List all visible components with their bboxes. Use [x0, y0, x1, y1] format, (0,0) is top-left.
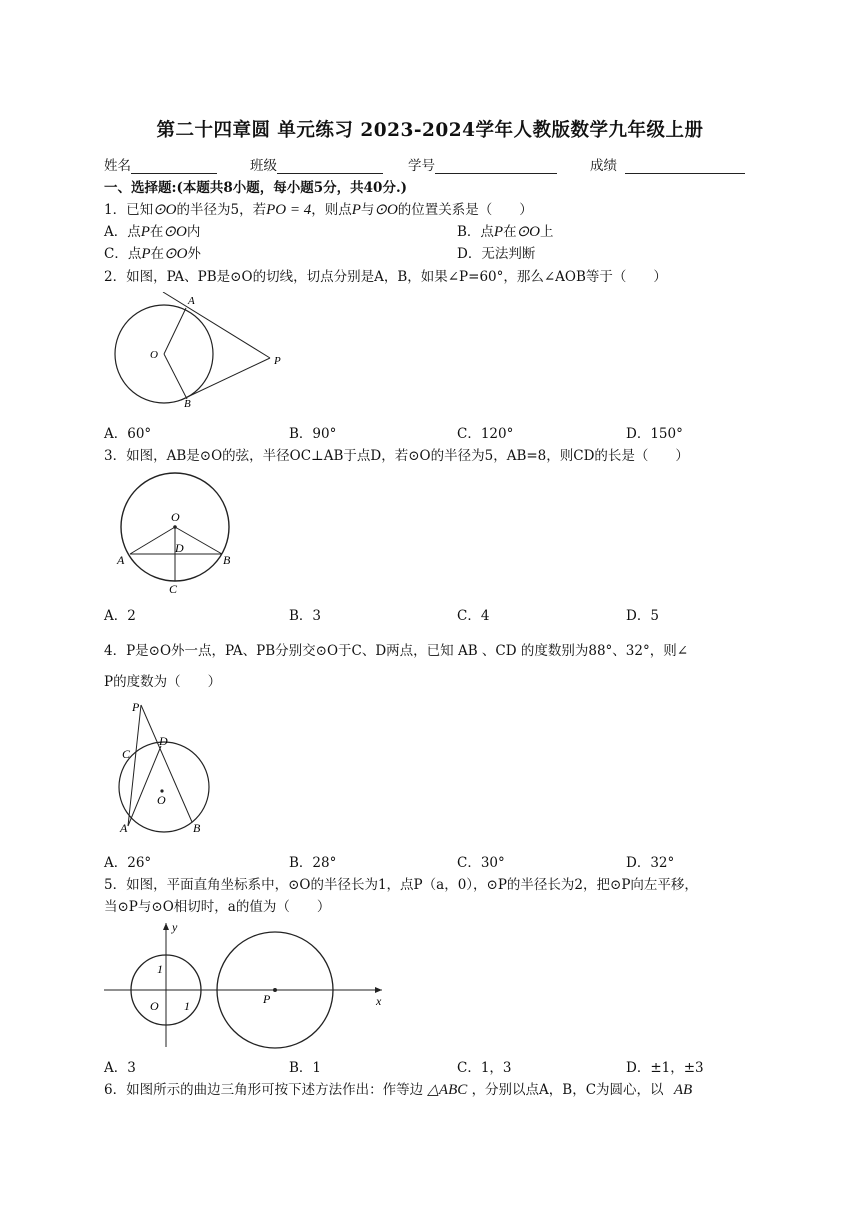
q6-stem — [104, 1078, 692, 1099]
q3-option-b[interactable]: B．3 — [289, 608, 322, 624]
q1-option-b[interactable] — [457, 220, 554, 241]
name-field[interactable] — [104, 154, 217, 174]
q2-option-b[interactable]: B．90° — [289, 426, 337, 442]
q4-option-b[interactable]: B．28° — [289, 855, 337, 871]
q1-o-sym: ⊙O — [163, 224, 187, 240]
opt-text: 上 — [540, 224, 554, 240]
q5-label-p: P — [263, 992, 271, 1006]
class-label: 班级 — [250, 158, 277, 174]
q1-circle-o-2: ⊙O — [374, 202, 398, 218]
score-blank[interactable] — [625, 159, 745, 174]
q1-stem — [104, 198, 533, 219]
q2-option-d[interactable]: D．150° — [626, 426, 683, 442]
id-label: 学号 — [408, 158, 435, 174]
opt-text: 在 — [150, 246, 165, 262]
opt-text: B．点 — [457, 224, 494, 240]
q4-line-ad — [128, 746, 161, 826]
q2-radius-ob — [164, 354, 187, 399]
q1-text-d: 与 — [360, 202, 375, 218]
q2-label-b: B — [184, 398, 191, 410]
q3-label-o: O — [171, 510, 180, 524]
score-field[interactable] — [590, 154, 745, 174]
q1-text-c: ，则点 — [311, 202, 352, 218]
q4-label-c: C — [122, 747, 131, 761]
q3-label-b: B — [223, 553, 231, 567]
q2-label-o: O — [150, 349, 158, 361]
q5-option-a[interactable]: A．3 — [104, 1060, 136, 1076]
q1-circle-o: ⊙O — [153, 202, 177, 218]
class-blank[interactable] — [277, 159, 383, 174]
q5-stem-line2: 当⊙P与⊙O相切时，a的值为（ ） — [104, 899, 331, 915]
q6-ab: AB — [673, 1082, 693, 1098]
q1-option-c[interactable] — [104, 242, 201, 263]
section-heading: 一、选择题:(本题共8小题，每小题5分，共40分.) — [104, 180, 408, 196]
q6-text-a: 6．如图所示的曲边三角形可按下述方法作出：作等边 — [104, 1082, 424, 1098]
q4-line-pa — [128, 705, 141, 826]
q3-label-a: A — [117, 553, 125, 567]
q4-option-a[interactable]: A．26° — [104, 855, 152, 871]
opt-text: D．无法判断 — [457, 246, 536, 262]
q4-label-a: A — [120, 821, 128, 835]
q3-center-dot — [173, 525, 177, 529]
q2-tangent-pa — [163, 292, 270, 358]
q3-segment-oa — [130, 527, 175, 554]
opt-text: 内 — [186, 224, 201, 240]
q1-option-d[interactable] — [457, 242, 535, 262]
opt-text: 外 — [187, 246, 201, 262]
q3-stem: 3．如图，AB是⊙O的弦，半径OC⊥AB于点D，若⊙O的半径为5，AB=8，则CD的长是（ ） — [104, 448, 689, 464]
q4-line-pb — [141, 705, 192, 822]
q4-stem-line1: 4．P是⊙O外一点，PA、PB分别交⊙O于C、D两点，已知 AB 、CD 的度数别为88°、32°，则∠ — [104, 643, 689, 659]
q5-option-c[interactable]: C．1，3 — [457, 1060, 512, 1076]
q1-text-e: 的位置关系是（ ） — [397, 202, 533, 218]
q6-text-b: ，分别以点A，B，C为圆心，以 — [471, 1082, 664, 1098]
q4-label-o: O — [157, 793, 166, 807]
q4-label-d: D — [159, 734, 168, 748]
page-title: 第二十四章圆 单元练习 2023-2024学年人教版数学九年级上册 — [156, 120, 704, 141]
q2-radius-oa — [164, 308, 186, 354]
q4-label-p: P — [132, 700, 140, 714]
q3-option-d[interactable]: D．5 — [626, 608, 659, 624]
q3-option-a[interactable]: A．2 — [104, 608, 136, 624]
q1-option-a[interactable] — [104, 220, 200, 241]
opt-text: 在 — [149, 224, 164, 240]
q4-option-c[interactable]: C．30° — [457, 855, 505, 871]
q3-label-d: D — [175, 541, 184, 555]
q5-label-1x: 1 — [184, 999, 190, 1013]
q5-x-arrow — [375, 987, 382, 993]
q5-label-1y: 1 — [157, 962, 163, 976]
opt-text: 在 — [503, 224, 517, 240]
id-blank[interactable] — [435, 159, 557, 174]
q5-label-y: y — [172, 920, 178, 934]
q1-p-sym: P — [141, 246, 151, 262]
q2-option-a[interactable]: A．60° — [104, 426, 152, 442]
q1-p-sym: P — [493, 224, 504, 240]
q5-option-d[interactable]: D．±1，±3 — [626, 1060, 704, 1076]
q1-p: P — [351, 202, 361, 218]
q1-o-sym: ⊙O — [164, 246, 188, 262]
name-label: 姓名 — [104, 158, 131, 174]
q3-figure — [110, 466, 240, 596]
q1-o-sym: ⊙O — [516, 224, 540, 240]
q3-label-c: C — [169, 582, 178, 596]
q5-point-p — [273, 988, 277, 992]
q4-label-b: B — [193, 821, 201, 835]
q2-tangent-pb — [181, 358, 270, 400]
q5-label-x: x — [376, 994, 382, 1008]
q1-p-sym: P — [140, 224, 150, 240]
q4-option-d[interactable]: D．32° — [626, 855, 675, 871]
q2-stem: 2．如图，PA、PB是⊙O的切线，切点分别是A，B，如果∠P=60°，那么∠AOB等于（ ） — [104, 269, 667, 285]
q2-option-c[interactable]: C．120° — [457, 426, 514, 442]
q2-label-p: P — [274, 355, 281, 367]
opt-text: C．点 — [104, 246, 142, 262]
q5-stem-line1: 5．如图，平面直角坐标系中，⊙O的半径长为1，点P（a，0），⊙P的半径长为2，把⊙P向左平移， — [104, 877, 698, 893]
class-field[interactable] — [250, 154, 383, 174]
q5-y-arrow — [163, 923, 169, 930]
id-field[interactable] — [408, 154, 557, 174]
q4-stem-line2: P的度数为（ ） — [104, 674, 222, 690]
q5-figure — [100, 917, 390, 1051]
q6-triangle: △ABC — [427, 1082, 468, 1098]
q2-figure — [108, 292, 298, 412]
opt-text: A．点 — [104, 224, 141, 240]
q2-label-a: A — [188, 295, 195, 307]
score-label: 成绩 — [590, 158, 617, 174]
q1-text-b: 的半径为5，若 — [176, 202, 267, 218]
q5-label-o: O — [150, 999, 159, 1013]
name-blank[interactable] — [131, 159, 217, 174]
q3-option-c[interactable]: C．4 — [457, 608, 490, 624]
q1-po: PO = 4 — [266, 202, 312, 218]
q4-figure — [112, 696, 222, 838]
q5-option-b[interactable]: B．1 — [289, 1060, 322, 1076]
q1-text-a: 1．已知 — [104, 202, 154, 218]
